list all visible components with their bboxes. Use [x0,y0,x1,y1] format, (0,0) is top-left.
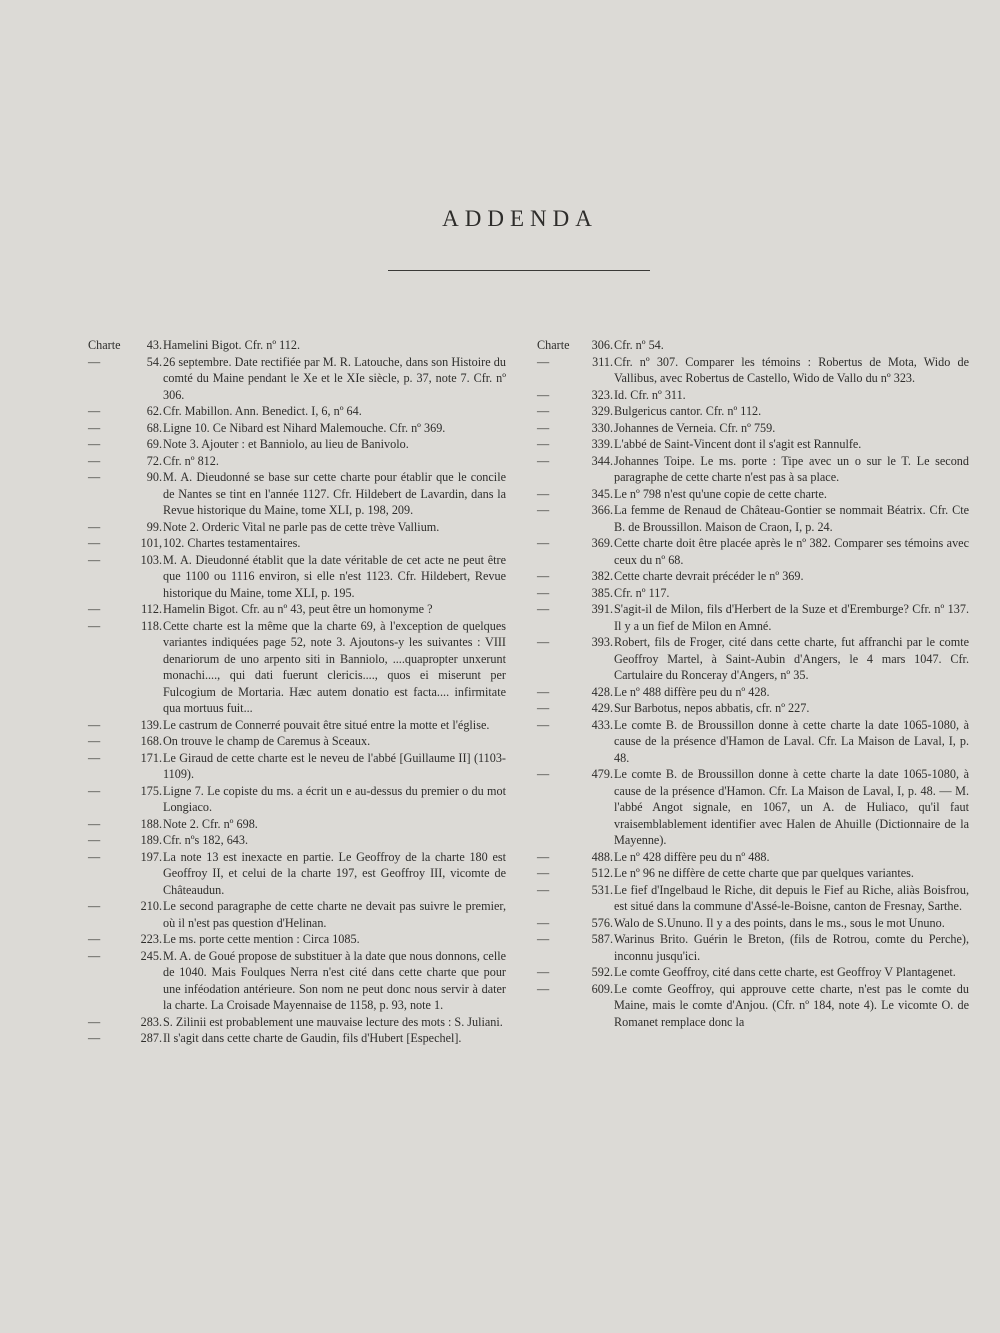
entry-text: Cfr. nº 117. [614,585,670,600]
addenda-entry [88,898,506,931]
charter-number: 344. [591,453,613,468]
charter-number: 188. [140,816,162,831]
charter-number: 391. [591,602,613,616]
addenda-entry [88,436,506,453]
entry-text: Cfr. Mabillon. Ann. Benedict. I, 6, nº 64. [163,404,362,418]
entry-text: Robert, fils de Froger, cité dans cette charte, fut affranchi par le comte Geoffroy Martel, à Saint-Aubin d'Angers, le 4 mars 1047. Cfr. Cartulaire du Ronceray d'Angers, nº 35. [614,635,969,682]
charter-number: 311. [592,354,613,369]
entry-prefix: — [537,717,550,732]
entry-prefix: — [88,816,101,831]
addenda-entry [537,766,969,849]
addenda-entry [537,453,969,486]
charter-number: 99. [146,519,162,534]
charter-number: 112. [141,602,162,616]
entry-text: 102. Chartes testamentaires. [163,536,301,550]
addenda-entry [537,535,969,568]
addenda-entry [88,948,506,1014]
addenda-entry [88,618,506,717]
entry-prefix: — [537,486,550,501]
entry-prefix: — [537,866,550,880]
entry-text: M. A. de Goué propose de substituer à la date que nous donnons, celle de 1040. Mais Foulques Nerra n'est cité dans cette charte que pour une inféodation antérieure. Son nom ne peut donc nous servir à dater la charte. La Croisade Mayennaise de 1158, p. 93, note 1. [163,948,506,1012]
entry-prefix: — [537,387,550,402]
entry-prefix: — [88,470,101,484]
entry-prefix: Charte [88,338,121,352]
entry-prefix: — [88,1031,101,1045]
entry-text: Bulgericus cantor. Cfr. nº 112. [614,404,762,418]
addenda-entry [88,453,506,470]
charter-number: 175. [140,783,162,798]
charter-number: 223. [140,932,162,946]
entry-text: Le comte Geoffroy, cité dans cette charte, est Geoffroy V Plantagenet. [614,965,956,979]
entry-prefix: — [537,404,550,418]
entry-text: Cfr. nº 812. [163,453,219,468]
entry-prefix: — [88,536,101,550]
entry-prefix: — [88,717,101,732]
addenda-entry [88,469,506,519]
entry-text: Cette charte devrait précéder le nº 369. [614,569,804,583]
charter-number: 168. [140,734,162,748]
title-rule [388,270,650,271]
entry-prefix: — [537,536,550,550]
charter-number: 488. [591,849,613,864]
addenda-entry [537,337,969,354]
entry-text: La femme de Renaud de Château-Gontier se nommait Béatrix. Cfr. Cte B. de Broussillon. Maison de Craon, I, p. 24. [614,503,969,534]
entry-prefix: — [537,701,550,715]
addenda-entry [88,535,506,552]
entry-text: Le nº 488 diffère peu du nº 428. [614,684,770,699]
entry-text: Le nº 96 ne diffère de cette charte que par quelques variantes. [614,866,914,880]
entry-text: S'agit-il de Milon, fils d'Herbert de la Suze et d'Eremburge? Cfr. nº 137. Il y a un fief de Milon en Amné. [614,602,969,633]
entry-prefix: — [537,602,550,616]
entry-text: Le comte B. de Broussillon donne à cette charte la date 1065-1080, à cause de la présence d'Hamon de Laval. Cfr. La Maison de Laval, I, p. 48. [614,717,969,765]
entry-text: S. Zilinii est probablement une mauvaise lecture des mots : S. Juliani. [163,1014,503,1029]
entry-prefix: — [88,404,101,418]
charter-number: 512. [591,866,613,880]
charter-number: 345. [591,486,613,501]
right-column [537,337,969,1030]
entry-text: Warinus Brito. Guérin le Breton, (fils de Rotrou, comte du Perche), inconnu jusqu'ici. [614,932,969,963]
entry-prefix: — [537,965,550,979]
charter-number: 118. [141,618,162,633]
entry-prefix: — [537,453,550,468]
charter-number: 245. [140,948,162,963]
addenda-entry [537,436,969,453]
charter-number: 171. [140,750,162,765]
entry-text: Le comte B. de Broussillon donne à cette charte la date 1065-1080, à cause de la présence d'Hamon. Cfr. La Maison de Laval, I, p. 48. — M. l'abbé Angot signale, en 1067, un A. de Huliaco, qu'il faut vraisemblablement identifier avec Halen de Ahuille (Dictionnaire de la Mayenne). [614,767,969,847]
charter-number: 385. [591,585,613,600]
charter-number: 587. [591,932,613,946]
addenda-entry [537,964,969,981]
entry-prefix: — [537,503,550,517]
charter-number: 72. [146,453,162,468]
entry-text: Hamelin Bigot. Cfr. au nº 43, peut être un homonyme ? [163,602,433,616]
addenda-entry [88,750,506,783]
addenda-entry [537,486,969,503]
charter-number: 323. [591,387,613,402]
entry-text: Le ms. porte cette mention : Circa 1085. [163,932,360,946]
entry-text: Cette charte doit être placée après le nº 382. Comparer ses témoins avec ceux du nº 68. [614,536,969,567]
entry-text: Le Giraud de cette charte est le neveu de l'abbé [Guillaume II] (1103-1109). [163,750,506,781]
entry-text: Sur Barbotus, nepos abbatis, cfr. nº 227. [614,701,810,715]
addenda-entry [537,882,969,915]
entry-prefix: — [537,981,550,996]
entry-text: Le castrum de Connerré pouvait être situé entre la motte et l'église. [163,717,490,732]
charter-number: 139. [140,717,162,732]
entry-prefix: — [537,915,550,930]
entry-text: Walo de S.Ununo. Il y a des points, dans le ms., sous le mot Ununo. [614,915,945,930]
entry-prefix: — [88,552,101,567]
addenda-entry [88,717,506,734]
charter-number: 393. [591,635,613,649]
addenda-entry [537,865,969,882]
entry-text: Le fief d'Ingelbaud le Riche, dit depuis le Fief au Riche, aliàs Boisfrou, est situé dans la commune d'Assé-le-Boisne, canton de Fresnay, Sarthe. [614,882,969,913]
entry-text: Ligne 7. Le copiste du ms. a écrit un e au-dessus du premier o du mot Longiaco. [163,783,506,814]
entry-prefix: — [88,354,101,369]
entry-prefix: — [537,437,550,451]
charter-number: 68. [146,420,162,435]
entry-text: La note 13 est inexacte en partie. Le Geoffroy de la charte 180 est Geoffroy II, et celui de la charte 197, est Geoffroy III, vicomte de Châteaudun. [163,849,506,897]
entry-text: Il s'agit dans cette charte de Gaudin, fils d'Hubert [Espechel]. [163,1031,462,1045]
addenda-entry [88,519,506,536]
charter-number: 62. [146,404,162,418]
addenda-entry [537,700,969,717]
charter-number: 592. [591,965,613,979]
charter-number: 197. [140,849,162,864]
entry-text: Hamelini Bigot. Cfr. nº 112. [163,338,301,352]
entry-text: Le comte Geoffroy, qui approuve cette charte, n'est pas le comte du Maine, mais le comte d'Anjou. (Cfr. nº 184, note 4). Le vicomte O. de Romanet remplace donc la [614,981,969,1029]
addenda-entry [537,849,969,866]
entry-text: Cfr. nº 307. Comparer les témoins : Robertus de Mota, Wido de Vallibus, avec Robertus de Castello, Wido de Vallo du nº 323. [614,354,969,385]
entry-prefix: — [88,849,101,864]
entry-prefix: — [88,519,101,534]
entry-text: Le nº 798 n'est qu'une copie de cette charte. [614,486,827,501]
entry-text: Cfr. nºs 182, 643. [163,833,249,847]
charter-number: 576. [591,915,613,930]
entry-prefix: — [88,734,101,748]
entry-text: Id. Cfr. nº 311. [614,387,686,402]
entry-text: M. A. Dieudonné se base sur cette charte pour établir que le concile de Nantes se tint en l'année 1127. Cfr. Hildebert de Lavardin, dans la Revue historique du Maine, tome XLI, p. 198, 209. [163,470,506,517]
charter-number: 90. [146,470,162,484]
entry-prefix: — [88,437,101,451]
addenda-entry [537,931,969,964]
addenda-entry [537,601,969,634]
entry-text: 26 septembre. Date rectifiée par M. R. Latouche, dans son Histoire du comté du Maine pendant le Xe et le XIe siècle, p. 37, note 7. Cfr. nº 306. [163,354,506,402]
charter-number: 287. [140,1031,162,1045]
entry-prefix: — [88,833,101,847]
charter-number: 103. [140,552,162,567]
addenda-entry [537,354,969,387]
entry-prefix: — [537,420,550,435]
addenda-entry [537,502,969,535]
addenda-entry [88,733,506,750]
entry-text: Johannes Toipe. Le ms. porte : Tipe avec un o sur le T. Le second paragraphe de cette charte n'est pas à sa place. [614,453,969,484]
entry-text: Ligne 10. Ce Nibard est Nihard Malemouche. Cfr. nº 369. [163,420,446,435]
addenda-entry [88,783,506,816]
addenda-entry [88,832,506,849]
entry-prefix: — [537,635,550,649]
addenda-entry [88,849,506,899]
addenda-entry [537,915,969,932]
addenda-entry [88,931,506,948]
entry-prefix: — [537,767,550,781]
addenda-entry [88,337,506,354]
addenda-entry [88,1030,506,1047]
entry-text: Note 3. Ajouter : et Banniolo, au lieu de Banivolo. [163,437,409,451]
charter-number: 369. [591,536,613,550]
addenda-entry [537,981,969,1031]
entry-prefix: — [88,932,101,946]
entry-text: Johannes de Verneia. Cfr. nº 759. [614,420,776,435]
entry-prefix: — [537,569,550,583]
addenda-entry [537,387,969,404]
entry-prefix: — [537,932,550,946]
entry-prefix: — [537,684,550,699]
addenda-entry [88,1014,506,1031]
charter-number: 366. [591,503,613,517]
addenda-entry [537,717,969,767]
charter-number: 101, [140,536,162,550]
charter-number: 382. [591,569,613,583]
charter-number: 609. [591,981,613,996]
addenda-entry [537,684,969,701]
addenda-entry [88,420,506,437]
charter-number: 306. [591,338,613,352]
charter-number: 69. [146,437,162,451]
entry-prefix: — [537,882,550,897]
addenda-entry [537,403,969,420]
charter-number: 54. [146,354,162,369]
page-title: ADDENDA [442,206,598,231]
addenda-entry [537,585,969,602]
entry-prefix: Charte [537,338,570,352]
addenda-entry [537,634,969,684]
entry-prefix: — [88,602,101,616]
charter-number: 339. [591,437,613,451]
entry-prefix: — [88,899,101,913]
entry-prefix: — [537,585,550,600]
addenda-entry [88,354,506,404]
left-column [88,337,506,1047]
entry-text: Le second paragraphe de cette charte ne devait pas suivre le premier, où il n'est pas question d'Helinan. [163,899,506,930]
entry-text: M. A. Dieudonné établit que la date véritable de cet acte ne peut être que 1100 ou 1116 environ, si elle n'est 1123. Cfr. Hildebert, Revue historique du Maine, tome XLI, p. 195. [163,552,506,600]
charter-number: 428. [591,684,613,699]
entry-prefix: — [537,849,550,864]
charter-number: 330. [591,420,613,435]
entry-text: Note 2. Cfr. nº 698. [163,816,258,831]
charter-number: 189. [140,833,162,847]
charter-number: 479. [591,767,613,781]
charter-number: 283. [140,1014,162,1029]
entry-prefix: — [88,453,101,468]
entry-text: L'abbé de Saint-Vincent dont il s'agit est Rannulfe. [614,437,862,451]
entry-prefix: — [88,1014,101,1029]
addenda-entry [88,816,506,833]
entry-prefix: — [88,783,101,798]
charter-number: 531. [591,882,613,897]
addenda-entry [88,403,506,420]
entry-prefix: — [88,618,101,633]
addenda-entry [88,552,506,602]
addenda-entry [537,420,969,437]
entry-prefix: — [88,948,101,963]
charter-number: 43. [146,338,162,352]
charter-number: 429. [591,701,613,715]
entry-text: On trouve le champ de Caremus à Sceaux. [163,734,371,748]
addenda-entry [88,601,506,618]
entry-text: Le nº 428 diffère peu du nº 488. [614,849,770,864]
entry-text: Cette charte est la même que la charte 69, à l'exception de quelques variantes indiquées page 52, note 3. Ajoutons-y les suivantes : VIII denariorum de uno arpento siti in Banniolo, ....quapropter unxerunt monachi...., qui dati fuerunt clericis...., quos ei miserunt per Fulcogium de Mortaria. Hæc autem donatio est facta.... infirmitate qua mortuus fuit... [163,618,506,715]
entry-text: Cfr. nº 54. [614,338,664,352]
charter-number: 210. [140,899,162,913]
entry-prefix: — [537,354,550,369]
entry-prefix: — [88,420,101,435]
charter-number: 329. [591,404,613,418]
addenda-entry [537,568,969,585]
entry-prefix: — [88,750,101,765]
entry-text: Note 2. Orderic Vital ne parle pas de cette trève Vallium. [163,519,440,534]
charter-number: 433. [591,717,613,732]
